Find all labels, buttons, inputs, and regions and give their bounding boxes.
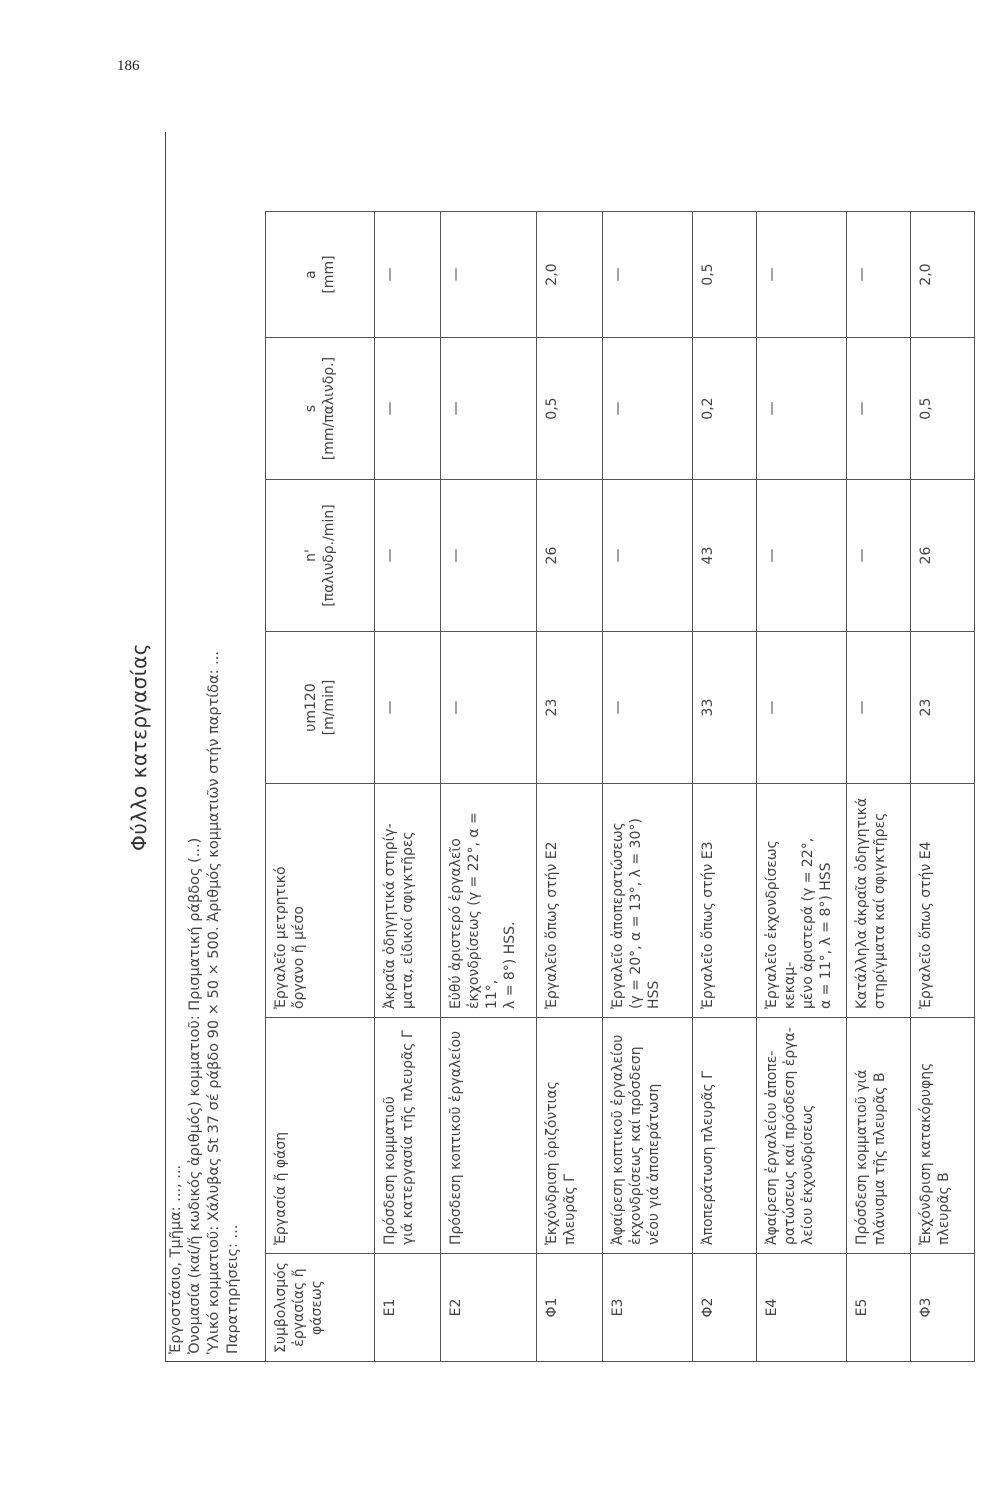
row-strokes: — [603, 480, 693, 632]
page-number: 186 [117, 58, 140, 74]
row-feed: — [441, 338, 537, 480]
sheet-header [167, 254, 243, 1354]
table-row [693, 212, 757, 1362]
table-row [757, 212, 847, 1362]
row-strokes: 26 [537, 480, 603, 632]
header-line: Ἐργοστάσιο, Τμῆμα: ..., ... [168, 1164, 184, 1354]
row-strokes: — [757, 480, 847, 632]
row-operation: Πρόσδεση κοπτικοῦ ἐργαλείου [441, 1018, 537, 1254]
row-depth: — [441, 212, 537, 338]
row-speed: — [603, 632, 693, 784]
row-operation: Ἀφαίρεση κοπτικοῦ ἐργαλείου ἐκχονδρίσεως καί πρόσδεση νέου γιά ἀποπεράτωση [603, 1018, 693, 1254]
col-header-operation: Ἐργασία ἤ φάση [266, 1018, 375, 1254]
col-header-feed: s [mm/παλινδρ.] [266, 338, 375, 480]
col-header-tool: Ἐργαλεῖο μετρητικό ὄργανο ἤ μέσο [266, 784, 375, 1018]
col-header-depth: a [mm] [266, 212, 375, 338]
row-operation: Ἀφαίρεση ἐργαλείου ἀποπε- ρατώσεως καί πρόσδεση ἐργα- λείου ἐκχονδρίσεως [757, 1018, 847, 1254]
row-speed: 33 [693, 632, 757, 784]
row-speed: 23 [911, 632, 975, 784]
row-operation: Πρόσδεση κομματιοῦ γιά κατεργασία τῆς πλευρᾶς Γ [375, 1018, 441, 1254]
row-tool: Ἐργαλεῖο ὅπως στήν E4 [911, 784, 975, 1018]
row-code: E4 [757, 1254, 847, 1362]
table-row [603, 212, 693, 1362]
table-header-row [266, 212, 375, 1362]
table-row [847, 212, 911, 1362]
col-header-strokes: n' [παλινδρ./min] [266, 480, 375, 632]
row-strokes: — [375, 480, 441, 632]
row-code: Φ2 [693, 1254, 757, 1362]
row-operation: Πρόσδεση κομματιοῦ γιά πλάνισμα τῆς πλευρᾶς B [847, 1018, 911, 1254]
sheet-title: Φύλλο κατεργασίας [127, 643, 151, 851]
row-tool: Κατάλληλα ἀκραῖα ὁδηγητικά στηρίγματα καί σφιγκτῆρες [847, 784, 911, 1018]
row-code: E1 [375, 1254, 441, 1362]
header-line: Παρατηρήσεις: ... [225, 1224, 241, 1354]
table-row [375, 212, 441, 1362]
operations-table [265, 211, 975, 1362]
col-header-speed: υm120 [m/min] [266, 632, 375, 784]
row-feed: — [603, 338, 693, 480]
row-operation: Ἐκχόνδριση ὁριζόντιας πλευρᾶς Γ [537, 1018, 603, 1254]
row-tool: Ἀκραῖα ὁδηγητικά στηρίγ- ματα, εἰδικοί σφιγκτῆρες [375, 784, 441, 1018]
row-feed: 0,5 [537, 338, 603, 480]
header-line: Ὀνομασία (καί/ἤ κωδικός ἀριθμός) κομματιοῦ: Πρισματική ράβδος (...) [187, 837, 203, 1354]
row-speed: 23 [537, 632, 603, 784]
row-tool: Ἐργαλεῖο ἐκχονδρίσεως κεκαμ- μένο ἀριστερά (γ = 22°, α = 11°, λ = 8°) HSS [757, 784, 847, 1018]
row-tool: Ἐργαλεῖο ἀποπερατώσεως (γ = 20°, α = 13°, λ = 30°) HSS [603, 784, 693, 1018]
row-feed: 0,2 [693, 338, 757, 480]
row-code: Φ3 [911, 1254, 975, 1362]
col-header-code: Συμβολισμός ἐργασίας ἤ φάσεως [266, 1254, 375, 1362]
row-operation: Ἐκχόνδριση κατακόρυφης πλευρᾶς B [911, 1018, 975, 1254]
row-speed: — [441, 632, 537, 784]
row-tool: Ἐργαλεῖο ὅπως στήν E2 [537, 784, 603, 1018]
row-depth: 2,0 [537, 212, 603, 338]
row-feed: — [847, 338, 911, 480]
table-row [537, 212, 603, 1362]
row-code: E3 [603, 1254, 693, 1362]
row-tool: Εὐθύ ἀριστερό ἐργαλεῖο ἐκχονδρίσεως (γ = 22°, α = 11°, λ = 8°) HSS. [441, 784, 537, 1018]
row-speed: — [757, 632, 847, 784]
row-feed: — [757, 338, 847, 480]
row-code: E2 [441, 1254, 537, 1362]
table-row [441, 212, 537, 1362]
row-depth: — [847, 212, 911, 338]
row-strokes: — [847, 480, 911, 632]
row-depth: 2,0 [911, 212, 975, 338]
header-line: Ὑλικό κομματιοῦ: Χάλυβας St 37 σέ ράβδο 90 × 50 × 500. Ἀριθμός κομματιῶν στήν παρτίδα: ... [206, 651, 222, 1354]
row-strokes: 43 [693, 480, 757, 632]
table-row [911, 212, 975, 1362]
row-depth: — [757, 212, 847, 338]
row-speed: — [375, 632, 441, 784]
row-feed: 0,5 [911, 338, 975, 480]
row-code: Φ1 [537, 1254, 603, 1362]
row-operation: Ἀποπεράτωση πλευρᾶς Γ [693, 1018, 757, 1254]
row-depth: — [603, 212, 693, 338]
row-depth: 0,5 [693, 212, 757, 338]
row-code: E5 [847, 1254, 911, 1362]
work-sheet [127, 132, 952, 1362]
row-feed: — [375, 338, 441, 480]
row-tool: Ἐργαλεῖο ὅπως στήν E3 [693, 784, 757, 1018]
row-depth: — [375, 212, 441, 338]
row-strokes: — [441, 480, 537, 632]
row-speed: — [847, 632, 911, 784]
row-strokes: 26 [911, 480, 975, 632]
